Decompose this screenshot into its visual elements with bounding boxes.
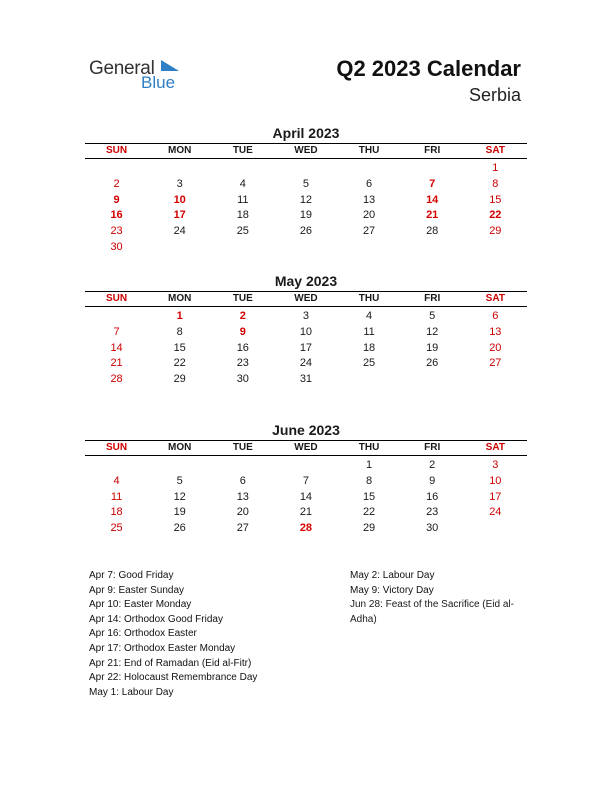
day-cell: 30 bbox=[110, 240, 123, 253]
holiday-item: Apr 9: Easter Sunday bbox=[89, 584, 185, 596]
day-cell: 3 bbox=[302, 310, 309, 322]
day-cell: 2 bbox=[429, 459, 436, 471]
week-row bbox=[85, 521, 527, 537]
day-cell: 2 bbox=[113, 177, 120, 190]
weekday-header: TUE bbox=[232, 145, 253, 156]
day-cell: 21 bbox=[110, 357, 123, 370]
day-cell: 12 bbox=[299, 193, 313, 206]
weekday-header: SAT bbox=[485, 442, 505, 453]
day-cell: 13 bbox=[236, 490, 249, 503]
day-cell: 16 bbox=[426, 490, 439, 503]
day-cell: 28 bbox=[110, 373, 123, 386]
day-cell: 24 bbox=[173, 225, 186, 238]
weekday-header: SUN bbox=[106, 442, 128, 453]
empty-day-cell bbox=[464, 521, 527, 537]
day-cell: 18 bbox=[110, 506, 123, 519]
day-cell: 7 bbox=[302, 474, 309, 487]
weekday-header-row bbox=[85, 291, 527, 307]
day-cell: 20 bbox=[236, 506, 249, 519]
holiday-item: Apr 14: Orthodox Good Friday bbox=[89, 613, 223, 625]
weekday-header: SUN bbox=[106, 293, 128, 304]
day-cell: 28 bbox=[426, 225, 439, 238]
day-cell: 11 bbox=[110, 490, 123, 503]
day-cell: 30 bbox=[426, 522, 439, 535]
weekday-header: THU bbox=[358, 293, 380, 304]
weekday-header: FRI bbox=[424, 293, 441, 304]
empty-day-cell bbox=[464, 372, 527, 388]
empty-day-cell bbox=[338, 161, 401, 177]
day-cell: 26 bbox=[299, 225, 313, 238]
day-cell: 9 bbox=[113, 193, 120, 206]
day-cell: 14 bbox=[110, 341, 123, 354]
day-cell: 19 bbox=[299, 209, 313, 222]
empty-day-cell bbox=[274, 161, 337, 177]
day-cell: 4 bbox=[366, 310, 373, 322]
day-cell: 16 bbox=[236, 341, 249, 354]
day-cell: 12 bbox=[173, 490, 186, 503]
day-cell: 24 bbox=[489, 506, 502, 519]
empty-day-cell bbox=[85, 161, 148, 177]
day-cell: 28 bbox=[299, 522, 313, 535]
day-cell: 31 bbox=[299, 373, 313, 386]
holiday-list-left bbox=[89, 569, 319, 700]
holiday-item: Apr 7: Good Friday bbox=[89, 570, 174, 581]
empty-day-cell bbox=[85, 309, 148, 325]
page-subtitle: Serbia bbox=[468, 85, 521, 105]
day-cell: 11 bbox=[237, 193, 249, 206]
day-cell: 21 bbox=[426, 209, 439, 222]
day-cell: 29 bbox=[489, 225, 502, 238]
week-row bbox=[85, 240, 527, 256]
weekday-header: THU bbox=[358, 145, 380, 156]
page-title: Q2 2023 Calendar bbox=[336, 56, 521, 81]
week-row bbox=[85, 193, 527, 209]
day-cell: 6 bbox=[366, 177, 373, 190]
day-cell: 6 bbox=[492, 310, 499, 322]
weekday-header: MON bbox=[168, 293, 192, 304]
day-cell: 4 bbox=[239, 177, 246, 190]
holiday-item: May 9: Victory Day bbox=[350, 584, 434, 596]
day-cell: 3 bbox=[492, 459, 499, 471]
day-cell: 23 bbox=[426, 506, 439, 519]
weekday-header: FRI bbox=[424, 442, 441, 453]
day-cell: 24 bbox=[299, 357, 313, 370]
empty-day-cell bbox=[148, 240, 211, 256]
weekday-header: SUN bbox=[106, 145, 128, 156]
week-row bbox=[85, 490, 527, 506]
weekday-header-row bbox=[85, 143, 527, 159]
day-cell: 6 bbox=[239, 474, 246, 487]
day-cell: 25 bbox=[110, 522, 123, 535]
month-title: June 2023 bbox=[272, 422, 340, 438]
day-cell: 1 bbox=[176, 310, 183, 322]
weekday-header: MON bbox=[168, 442, 192, 453]
day-cell: 3 bbox=[176, 177, 183, 190]
logo-triangle-icon bbox=[161, 60, 179, 71]
day-cell: 15 bbox=[362, 490, 376, 503]
weekday-header: THU bbox=[358, 442, 380, 453]
weekday-header: WED bbox=[294, 442, 318, 453]
day-cell: 20 bbox=[362, 209, 376, 222]
day-cell: 23 bbox=[236, 357, 249, 370]
weekday-header: WED bbox=[294, 293, 318, 304]
weekday-header: SAT bbox=[485, 145, 505, 156]
day-cell: 19 bbox=[173, 506, 186, 519]
day-cell: 8 bbox=[366, 474, 373, 487]
week-row bbox=[85, 309, 527, 325]
holiday-item: Apr 16: Orthodox Easter bbox=[89, 628, 197, 640]
day-cell: 5 bbox=[176, 474, 183, 487]
month-title: May 2023 bbox=[274, 273, 338, 289]
empty-day-cell bbox=[274, 458, 337, 474]
brand-logo bbox=[89, 58, 189, 92]
weekday-header: TUE bbox=[232, 442, 253, 453]
day-cell: 11 bbox=[363, 325, 375, 338]
day-cell: 16 bbox=[110, 209, 123, 222]
day-cell: 26 bbox=[173, 522, 186, 535]
month-block bbox=[85, 272, 527, 388]
holiday-item: Apr 22: Holocaust Remembrance Day bbox=[89, 672, 258, 684]
empty-day-cell bbox=[464, 240, 527, 256]
day-cell: 9 bbox=[429, 474, 436, 487]
empty-day-cell bbox=[338, 240, 401, 256]
day-cell: 14 bbox=[426, 193, 439, 206]
day-cell: 8 bbox=[492, 177, 499, 190]
week-row bbox=[85, 224, 527, 240]
day-cell: 1 bbox=[366, 459, 373, 471]
day-cell: 20 bbox=[489, 341, 502, 354]
weekday-header: FRI bbox=[424, 145, 441, 156]
week-row bbox=[85, 474, 527, 490]
empty-day-cell bbox=[338, 372, 401, 388]
empty-day-cell bbox=[148, 458, 211, 474]
day-cell: 29 bbox=[362, 522, 376, 535]
holiday-item: Apr 10: Easter Monday bbox=[89, 599, 192, 611]
day-cell: 10 bbox=[173, 193, 186, 206]
day-cell: 10 bbox=[489, 474, 502, 487]
day-cell: 5 bbox=[302, 177, 309, 190]
day-cell: 19 bbox=[426, 341, 439, 354]
holiday-item: May 2: Labour Day bbox=[350, 570, 435, 581]
weekday-header-row bbox=[85, 440, 527, 456]
holiday-item-clipped: Jun 28: Feast of the Sacrifice (Eid al-Adha) bbox=[350, 599, 514, 625]
day-cell: 15 bbox=[489, 193, 502, 206]
day-cell: 12 bbox=[426, 325, 439, 338]
day-cell: 22 bbox=[489, 209, 502, 222]
day-cell: 18 bbox=[362, 341, 376, 354]
day-cell: 15 bbox=[173, 341, 186, 354]
day-cell: 18 bbox=[236, 209, 249, 222]
day-cell: 27 bbox=[236, 522, 249, 535]
week-row bbox=[85, 505, 527, 521]
day-cell: 10 bbox=[299, 325, 313, 338]
day-cell: 7 bbox=[113, 325, 120, 338]
weekday-header: WED bbox=[294, 145, 318, 156]
weekday-header: TUE bbox=[232, 293, 253, 304]
holiday-item: May 1: Labour Day bbox=[89, 686, 174, 698]
empty-day-cell bbox=[274, 240, 337, 256]
day-cell: 8 bbox=[176, 325, 183, 338]
day-cell: 26 bbox=[426, 357, 439, 370]
day-cell: 27 bbox=[362, 225, 376, 238]
week-row bbox=[85, 372, 527, 388]
month-block bbox=[85, 421, 527, 537]
empty-day-cell bbox=[211, 240, 274, 256]
empty-day-cell bbox=[211, 161, 274, 177]
week-row bbox=[85, 341, 527, 357]
day-cell: 9 bbox=[239, 325, 246, 338]
day-cell: 17 bbox=[489, 490, 502, 503]
empty-day-cell bbox=[211, 458, 274, 474]
holiday-item: Apr 21: End of Ramadan (Eid al-Fitr) bbox=[89, 657, 252, 669]
day-cell: 30 bbox=[236, 373, 249, 386]
empty-day-cell bbox=[401, 372, 464, 388]
day-cell: 5 bbox=[429, 310, 436, 322]
day-cell: 29 bbox=[173, 373, 186, 386]
day-cell: 13 bbox=[362, 193, 376, 206]
day-cell: 13 bbox=[489, 325, 502, 338]
empty-day-cell bbox=[85, 458, 148, 474]
empty-day-cell bbox=[401, 161, 464, 177]
week-row bbox=[85, 208, 527, 224]
day-cell: 1 bbox=[492, 162, 499, 174]
week-row bbox=[85, 177, 527, 193]
day-cell: 23 bbox=[110, 225, 123, 238]
logo-word-general: General bbox=[89, 58, 155, 79]
week-row bbox=[85, 161, 527, 177]
day-cell: 2 bbox=[239, 310, 246, 322]
day-cell: 21 bbox=[299, 506, 313, 519]
day-cell: 17 bbox=[299, 341, 313, 354]
week-row bbox=[85, 356, 527, 372]
logo-word-blue: Blue bbox=[141, 73, 176, 92]
holiday-list-right bbox=[350, 569, 530, 598]
day-cell: 22 bbox=[362, 506, 376, 519]
empty-day-cell bbox=[148, 161, 211, 177]
holiday-item: Apr 17: Orthodox Easter Monday bbox=[89, 642, 236, 654]
day-cell: 7 bbox=[429, 177, 436, 190]
day-cell: 22 bbox=[173, 357, 186, 370]
weekday-header: MON bbox=[168, 145, 192, 156]
day-cell: 27 bbox=[489, 357, 502, 370]
day-cell: 25 bbox=[236, 225, 249, 238]
day-cell: 17 bbox=[173, 209, 186, 222]
day-cell: 25 bbox=[362, 357, 376, 370]
weekday-header: SAT bbox=[485, 293, 505, 304]
week-row bbox=[85, 325, 527, 341]
day-cell: 4 bbox=[113, 474, 120, 487]
empty-day-cell bbox=[401, 240, 464, 256]
month-block bbox=[85, 124, 527, 256]
month-title: April 2023 bbox=[272, 125, 340, 141]
week-row bbox=[85, 458, 527, 474]
day-cell: 14 bbox=[299, 490, 313, 503]
